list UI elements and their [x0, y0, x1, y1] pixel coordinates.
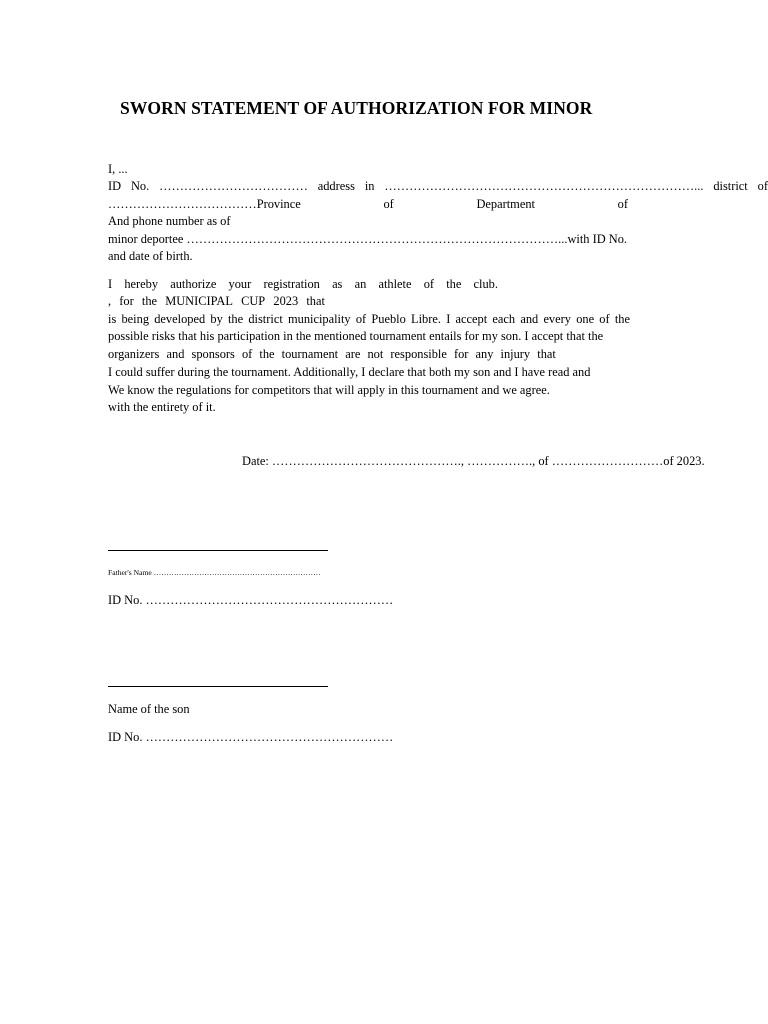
- word: in: [364, 179, 375, 193]
- word: of: [757, 179, 768, 193]
- authorization-line-1: [108, 277, 498, 292]
- declarant-name-line: I, ...: [108, 162, 128, 176]
- word: each: [492, 312, 516, 326]
- word: sponsors: [191, 347, 235, 361]
- word: developed: [154, 312, 206, 326]
- father-signature-line: [108, 550, 328, 551]
- word: responsible: [390, 347, 447, 361]
- word: of: [355, 312, 367, 326]
- word: tournament: [281, 347, 339, 361]
- word: ………………………………Province: [108, 197, 301, 211]
- son-signature-line: [108, 686, 328, 687]
- father-id-label: ID No. ……………………………………………………: [108, 593, 394, 607]
- word: hereby: [124, 277, 159, 291]
- son-name-label: Name of the son: [108, 702, 190, 716]
- word: Department: [476, 197, 535, 211]
- word: I: [446, 312, 451, 326]
- authorization-line-3: [108, 312, 630, 327]
- word: the: [614, 312, 630, 326]
- word: that: [537, 347, 556, 361]
- declarant-id-address-line: [108, 179, 768, 194]
- document-title: SWORN STATEMENT OF AUTHORIZATION FOR MINOR: [120, 98, 593, 118]
- birth-line: and date of birth.: [108, 249, 193, 263]
- word: of: [617, 197, 628, 211]
- word: ………………………………: [159, 179, 308, 193]
- son-id-label: ID No. ……………………………………………………: [108, 730, 394, 744]
- authorization-line-6: I could suffer during the tournament. Additionally, I declare that both my son and I have read and: [108, 365, 591, 379]
- word: your: [228, 277, 252, 291]
- word: …………………………………………………………………...: [384, 179, 704, 193]
- word: an: [354, 277, 367, 291]
- word: any: [475, 347, 494, 361]
- declarant-phone-line: And phone number as of: [108, 214, 231, 228]
- word: ,: [108, 294, 112, 308]
- word: for: [453, 347, 469, 361]
- word: organizers: [108, 347, 160, 361]
- authorization-line-2: [108, 294, 325, 309]
- word: accept: [455, 312, 488, 326]
- word: ID: [108, 179, 122, 193]
- word: the: [446, 277, 462, 291]
- word: is: [108, 312, 117, 326]
- word: municipality: [287, 312, 351, 326]
- father-name-label: Father's Name …………………………………………………………: [108, 568, 321, 577]
- word: as: [332, 277, 343, 291]
- minor-line: minor deportee ………………………………………………………………………………...with ID No.: [108, 232, 627, 246]
- word: district: [713, 179, 748, 193]
- word: Libre.: [411, 312, 441, 326]
- word: the: [259, 347, 275, 361]
- word: authorize: [170, 277, 217, 291]
- word: district: [248, 312, 283, 326]
- word: being: [121, 312, 150, 326]
- word: of: [383, 197, 394, 211]
- word: of: [423, 277, 435, 291]
- word: by: [210, 312, 223, 326]
- word: not: [367, 347, 384, 361]
- word: and: [520, 312, 539, 326]
- word: of: [599, 312, 610, 326]
- authorization-line-8: with the entirety of it.: [108, 400, 216, 414]
- word: for: [119, 294, 134, 308]
- word: are: [345, 347, 361, 361]
- word: CUP: [241, 294, 266, 308]
- word: Pueblo: [371, 312, 406, 326]
- authorization-line-7: We know the regulations for competitors that will apply in this tournament and we agree.: [108, 383, 550, 397]
- declarant-location-line: [108, 197, 628, 212]
- authorization-line-5: [108, 347, 556, 362]
- word: one: [576, 312, 595, 326]
- word: MUNICIPAL: [165, 294, 233, 308]
- word: club.: [473, 277, 498, 291]
- word: the: [227, 312, 244, 326]
- word: athlete: [378, 277, 412, 291]
- word: registration: [263, 277, 320, 291]
- word: of: [241, 347, 253, 361]
- date-line: Date: ………………………………………., ……………., of ………………………of 2023.: [242, 454, 705, 468]
- word: address: [317, 179, 355, 193]
- word: 2023: [273, 294, 299, 308]
- word: and: [166, 347, 185, 361]
- word: that: [306, 294, 325, 308]
- word: the: [141, 294, 158, 308]
- word: I: [108, 277, 113, 291]
- word: injury: [500, 347, 531, 361]
- word: every: [543, 312, 571, 326]
- authorization-line-4: possible risks that his participation in the mentioned tournament entails for my son. I accept that the: [108, 329, 604, 343]
- word: No.: [130, 179, 150, 193]
